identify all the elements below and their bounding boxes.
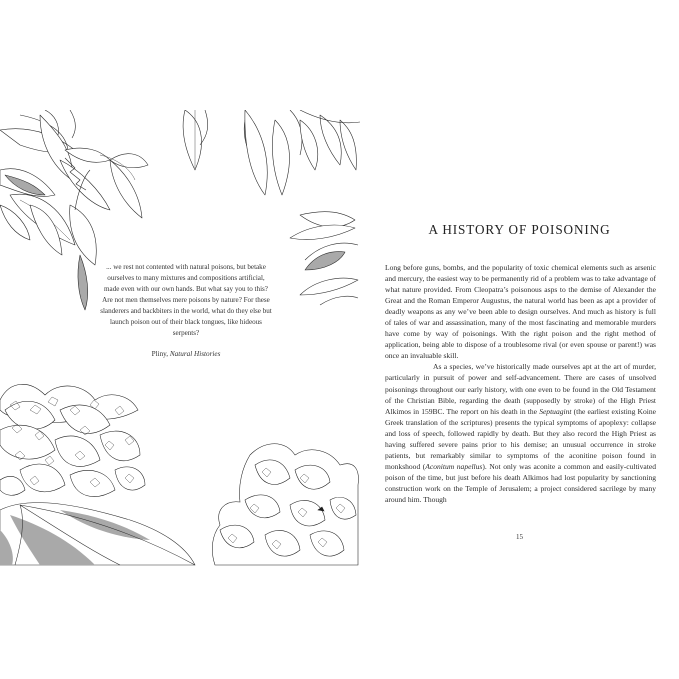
chapter-title: A HISTORY OF POISONING: [428, 222, 611, 237]
paragraph-text: (the earliest existing Koine Greek translation of the scriptures) presents the typical symptoms of apoplexy: collapse and loss of speech, followed rapidly by death. But they also record the High Priest as having suffered severe pains prior to his demise; an unusual occurrence in stroke patients, but remarkably similar to symptoms of the aconitine poison found in monkshood (: [385, 406, 656, 471]
paragraph-text: Long before guns, bombs, and the popularity of toxic chemical elements such as arsenic and mercury, the easiest way to be permanently rid of a problem was to take advantage of what nature provided. From Cleopatra’s poisonous asps to the demise of Alexander the Great and the Roman Emperor Augustus, the natural world has been as apt a provider of deadly weapons as any we’ve been able to design ourselves. And much as history is full of tales of war and assassination, many of the most fascinating and memorable murders have come by way of poisonings. With the right poison and the right method of application, being able to dispose of a troublesome rival (or even spouse or parent!) was once an invaluable skill.: [385, 263, 656, 361]
italic-term-septuagint: Septuagint: [539, 406, 572, 416]
paragraph: [385, 361, 656, 505]
paragraph: [385, 262, 656, 361]
epigraph: [100, 262, 272, 360]
page-number: 15: [516, 533, 523, 541]
epigraph-quote: ... we rest not contented with natural poisons, but betake ourselves to many mixtures and compositions artificial, made even with our own hands. But what say you to this? Are not men themselves mere poisons by nature? For these slanderers and backbiters in the world, what do they else but launch poison out of their black tongues, like hideous serpents?: [100, 263, 272, 337]
body-text: [385, 262, 656, 505]
paragraph-text: As a species, we’ve historically made ourselves apt at the art of murder, particularly in pursuit of power and self-advancement. There are cases of unsolved poisonings throughout our early history, with one even to be found in the Old Testament of the Christian Bible, regarding the death (supposedly by stroke) of the High Priest Alkimos in 159BC. The report on his death in the: [385, 362, 656, 416]
italic-term-aconitum: Aconitum napellus: [425, 461, 483, 471]
right-page: [360, 0, 679, 679]
epigraph-attribution: [100, 349, 272, 360]
epigraph-work: Natural Histories: [169, 350, 221, 358]
epigraph-author: Pliny,: [151, 350, 169, 358]
paragraph-text: ). Not only was aconite a common and easily-cultivated poison of the time, but just before his death Alkimos had lost popularity by sanctioning construction work on the Temple of Jerusalem; a project considered sacrilege by many around him. Though: [385, 461, 656, 504]
